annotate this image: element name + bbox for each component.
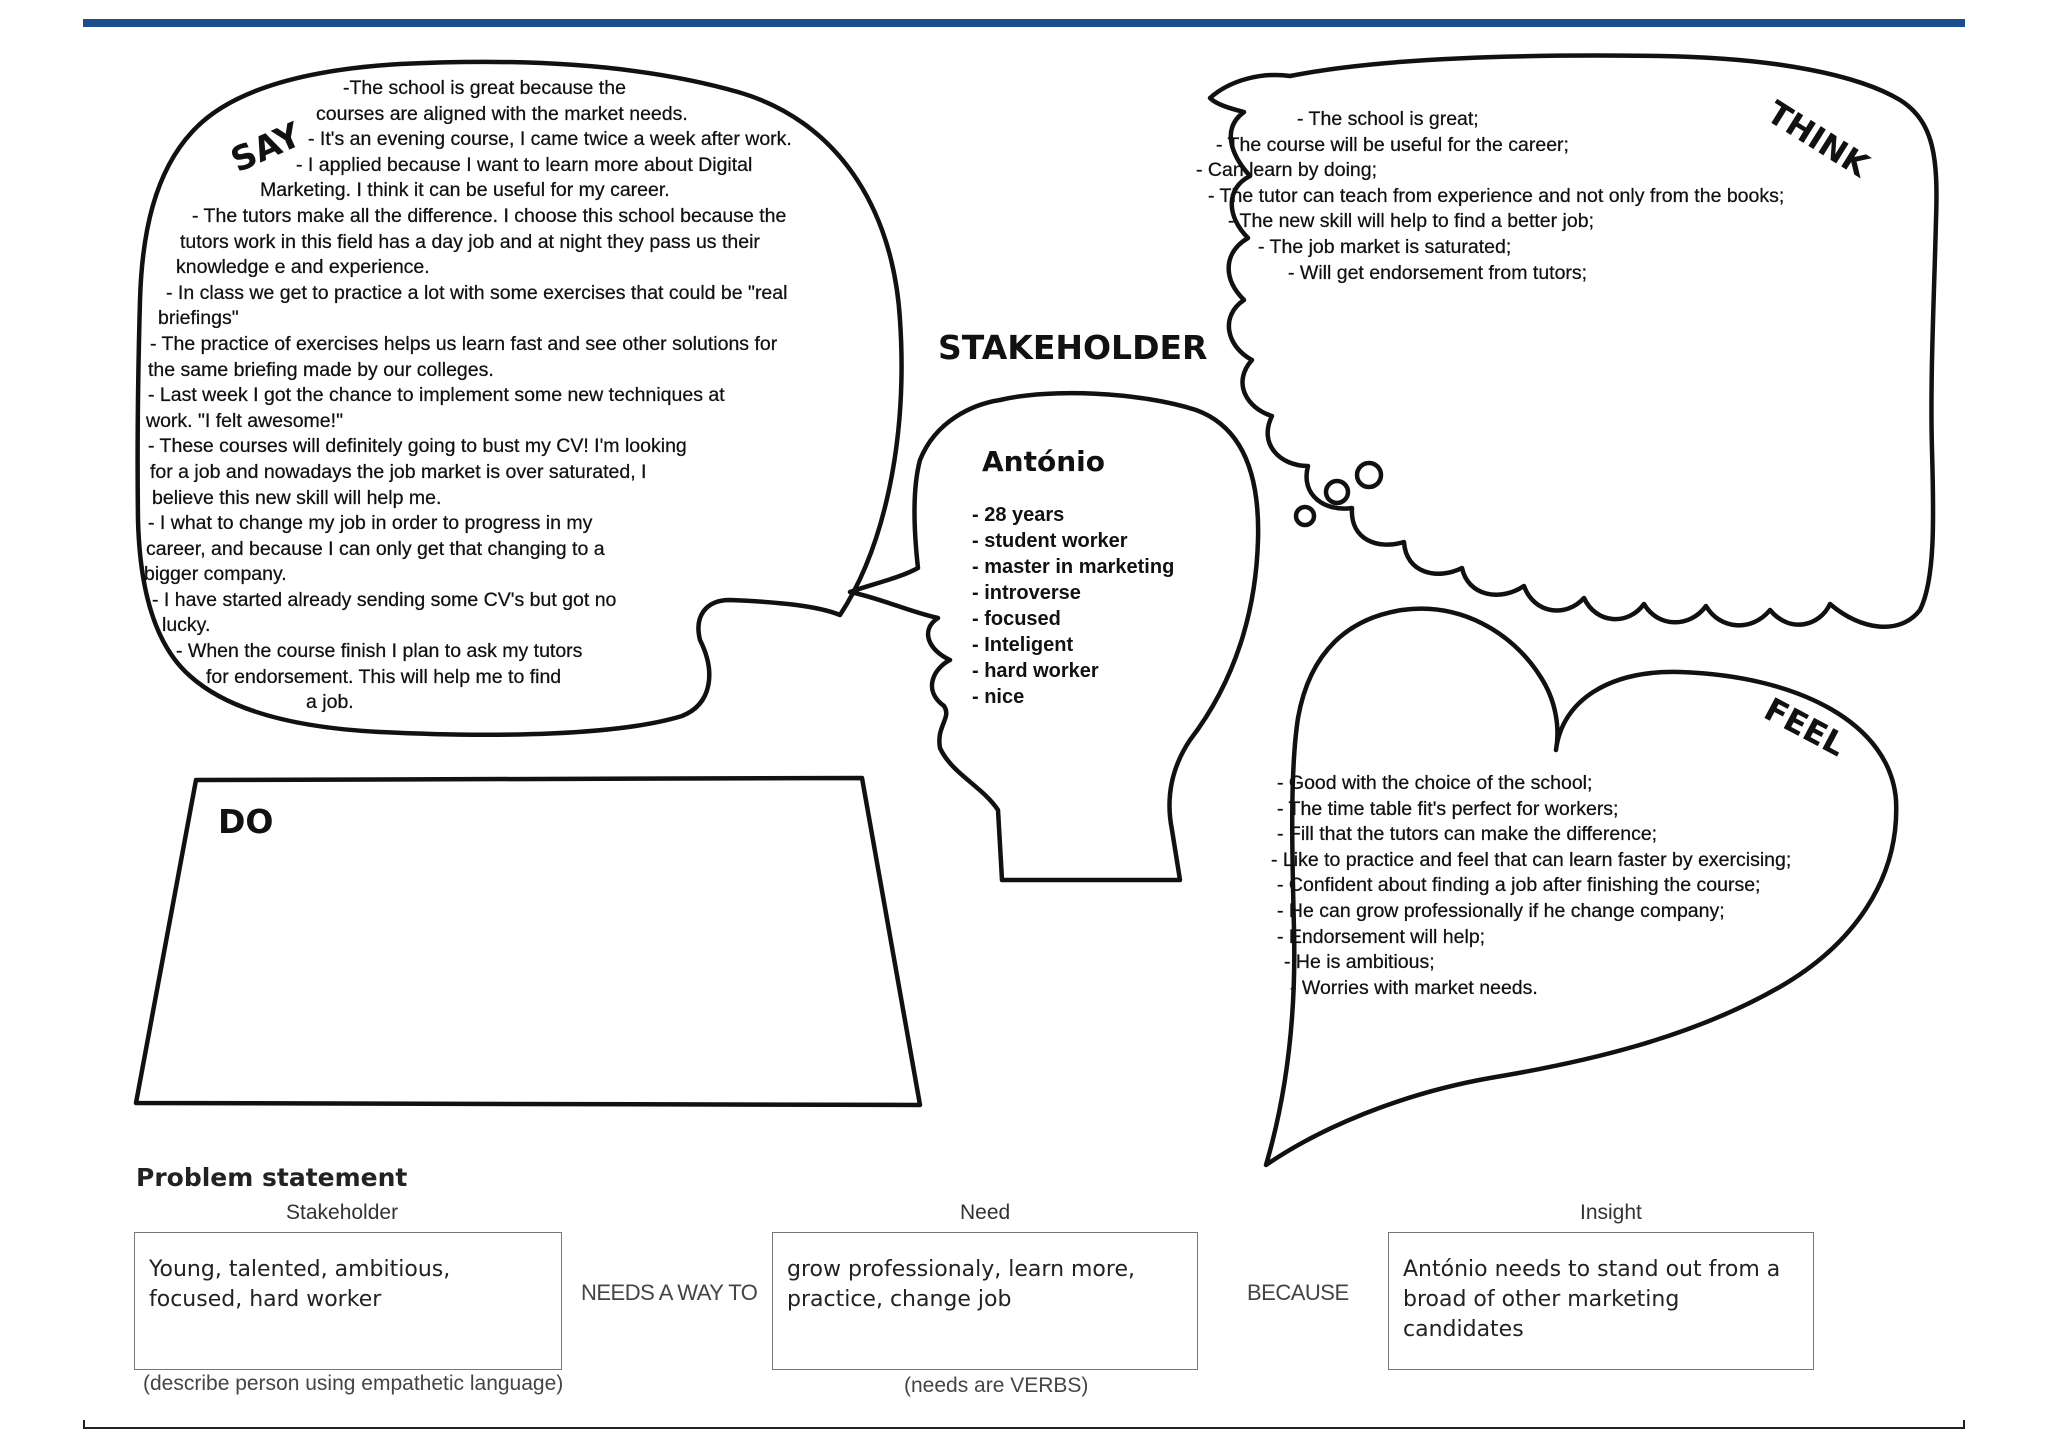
stakeholder-attributes	[972, 502, 1174, 710]
feel-line: - Like to practice and feel that can learn faster by exercising;	[1271, 848, 1792, 871]
problem-statement-title: Problem statement	[136, 1163, 408, 1192]
say-line: knowledge e and experience.	[176, 256, 430, 279]
say-line: career, and because I can only get that changing to a	[146, 537, 605, 560]
say-line: -The school is great because the	[343, 77, 626, 99]
think-label: THINK	[1760, 93, 1876, 185]
attribute-item: - nice	[972, 686, 1025, 708]
think-line: - The job market is saturated;	[1258, 235, 1512, 258]
stakeholder-column-header: Stakeholder	[286, 1201, 399, 1224]
stakeholder-label: STAKEHOLDER	[938, 328, 1208, 367]
stakeholder-note: (describe person using empathetic language)	[143, 1372, 564, 1395]
think-line: - Can learn by doing;	[1196, 159, 1378, 182]
think-line: - The new skill will help to find a better job;	[1228, 210, 1594, 233]
think-text	[0, 107, 1900, 286]
feel-line: - Worries with market needs.	[1290, 976, 1538, 999]
feel-line: - Endorsement will help;	[1277, 925, 1486, 948]
because-connector: BECAUSE	[1247, 1280, 1349, 1305]
say-line: for a job and nowadays the job market is over saturated, I	[150, 460, 647, 483]
say-line: work. "I felt awesome!"	[146, 409, 343, 432]
attribute-item: - Inteligent	[972, 634, 1074, 656]
say-line: - It's an evening course, I came twice a week after work.	[308, 128, 792, 151]
say-line: for endorsement. This will help me to find	[206, 665, 562, 688]
say-line: - When the course finish I plan to ask my tutors	[176, 640, 583, 663]
think-dot-medium	[1326, 481, 1348, 503]
attribute-item: - 28 years	[972, 504, 1065, 526]
attribute-item: - focused	[972, 608, 1061, 630]
do-label: DO	[218, 802, 274, 841]
insight-box: António needs to stand out from a broad of other marketing candidates	[1388, 1232, 1814, 1370]
say-line: believe this new skill will help me.	[152, 486, 442, 509]
feel-line: - The time table fit's perfect for workers;	[1277, 797, 1619, 820]
think-line: - The course will be useful for the career;	[1216, 133, 1569, 156]
attribute-item: - student worker	[972, 530, 1128, 552]
feel-label: FEEL	[1758, 690, 1852, 764]
need-note: (needs are VERBS)	[904, 1374, 1089, 1397]
say-line: - I what to change my job in order to progress in my	[148, 512, 593, 535]
attribute-item: - master in marketing	[972, 556, 1175, 578]
attribute-item: - hard worker	[972, 660, 1099, 682]
feel-text	[0, 771, 1900, 1001]
say-line: - Last week I got the chance to implement some new techniques at	[148, 384, 725, 407]
say-line: briefings"	[158, 307, 239, 330]
say-line: - I have started already sending some CV's but got no	[152, 588, 617, 611]
say-line: - These courses will definitely going to bust my CV! I'm looking	[148, 435, 687, 458]
say-line: tutors work in this field has a day job and at night they pass us their	[180, 230, 760, 253]
feel-line: - Fill that the tutors can make the difference;	[1277, 823, 1658, 846]
think-line: - Will get endorsement from tutors;	[1288, 261, 1588, 284]
feel-line: - Confident about finding a job after finishing the course;	[1277, 874, 1761, 897]
feel-line: - He can grow professionally if he change company;	[1277, 899, 1725, 922]
say-line: bigger company.	[144, 563, 287, 586]
think-line: - The school is great;	[1297, 108, 1479, 130]
say-line: the same briefing made by our colleges.	[148, 358, 494, 381]
think-line: - The tutor can teach from experience and not only from the books;	[1208, 184, 1785, 207]
attribute-item: - introverse	[972, 582, 1081, 604]
needs-a-way-to-connector: NEEDS A WAY TO	[581, 1280, 758, 1305]
say-line: - I applied because I want to learn more about Digital	[296, 153, 753, 176]
say-line: Marketing. I think it can be useful for my career.	[260, 179, 670, 202]
feel-line: - Good with the choice of the school;	[1277, 772, 1593, 794]
say-line: - The practice of exercises helps us learn fast and see other solutions for	[150, 332, 778, 355]
stakeholder-box: Young, talented, ambitious, focused, hard worker	[134, 1232, 562, 1370]
say-line: courses are aligned with the market needs.	[316, 102, 688, 125]
need-box: grow professionaly, learn more, practice, change job	[772, 1232, 1198, 1370]
feel-line: - He is ambitious;	[1284, 951, 1435, 974]
say-label: SAY	[224, 115, 308, 181]
think-dot-small	[1296, 507, 1314, 525]
person-name: António	[982, 445, 1105, 478]
insight-column-header: Insight	[1580, 1201, 1642, 1224]
think-dot-large	[1357, 463, 1381, 487]
say-line: lucky.	[162, 614, 211, 637]
say-line: - The tutors make all the difference. I choose this school because the	[192, 204, 787, 227]
say-line: - In class we get to practice a lot with some exercises that could be "real	[166, 281, 788, 304]
need-column-header: Need	[960, 1201, 1011, 1224]
say-line: a job.	[306, 691, 354, 714]
